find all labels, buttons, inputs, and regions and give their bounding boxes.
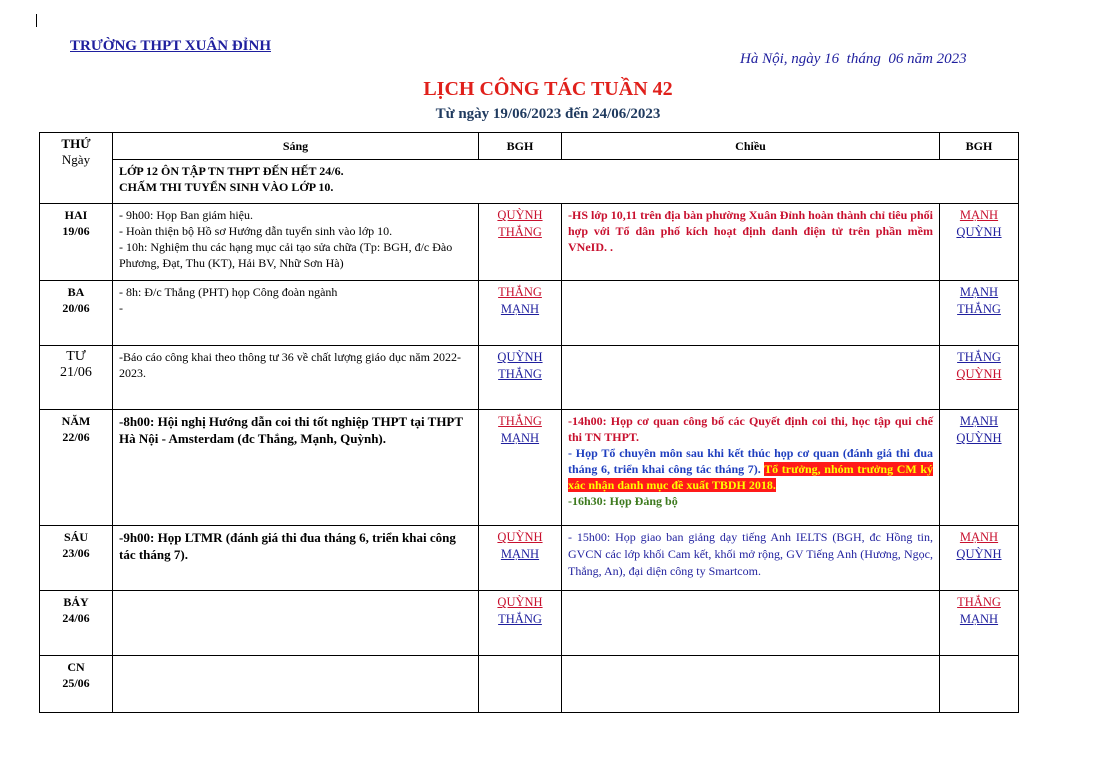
bgh-name-link[interactable]: THẮNG [498, 367, 542, 381]
header-thu: THỨ [61, 136, 91, 151]
notice-line-2: CHẤM THI TUYỂN SINH VÀO LỚP 10. [119, 180, 334, 194]
bgh-morning-cell [479, 204, 562, 281]
table-row [40, 656, 1019, 713]
bgh-name-link[interactable]: QUỲNH [497, 208, 543, 222]
day-date: 24/06 [62, 611, 90, 625]
bgh-name-link[interactable]: THẮNG [498, 225, 542, 239]
bgh-afternoon-cell [940, 656, 1019, 713]
morning-cell [113, 204, 479, 281]
afternoon-item [568, 445, 933, 493]
day-cell [40, 591, 113, 656]
day-date: 22/06 [62, 430, 90, 444]
highlighted-item: Tổ trưởng, nhóm trưởng CM ký xác nhận danh mục đề xuất TBDH 2018. [568, 462, 934, 492]
bgh-afternoon-cell [940, 346, 1019, 410]
table-row [40, 346, 1019, 410]
afternoon-cell [562, 656, 940, 713]
bgh-name-link[interactable]: QUỲNH [497, 595, 543, 609]
afternoon-cell [562, 204, 940, 281]
text-cursor [36, 14, 37, 27]
header-sang: Sáng [113, 133, 479, 160]
table-row [40, 526, 1019, 591]
morning-cell [113, 526, 479, 591]
day-cell [40, 656, 113, 713]
bgh-name-link[interactable]: MẠNH [959, 414, 999, 428]
bgh-morning-cell [479, 346, 562, 410]
bgh-morning-cell [479, 410, 562, 526]
day-date: 21/06 [60, 365, 92, 380]
bgh-afternoon-cell [940, 204, 1019, 281]
morning-cell [113, 281, 479, 346]
header-ngay: Ngày [61, 152, 91, 167]
day-date: 20/06 [62, 301, 90, 315]
bgh-morning-cell [479, 656, 562, 713]
table-header-row [40, 133, 1019, 160]
afternoon-item: -16h30: Họp Đảng bộ [568, 494, 678, 508]
day-cell [40, 410, 113, 526]
day-name: SÁU [63, 530, 88, 544]
bgh-name-link[interactable]: MẠNH [959, 285, 999, 299]
day-name: NĂM [61, 414, 91, 428]
notice-row [40, 160, 1019, 204]
afternoon-cell [562, 281, 940, 346]
morning-item: -8h00: Hội nghị Hướng dẫn coi thi tốt nghiệp THPT tại THPT Hà Nội - Amsterdam (đc Thắng, Mạnh, Quỳnh). [119, 414, 463, 446]
header-bgh-afternoon: BGH [940, 133, 1019, 160]
day-name: TƯ [66, 349, 86, 364]
bgh-morning-cell [479, 281, 562, 346]
notice-line-1: LỚP 12 ÔN TẬP TN THPT ĐẾN HẾT 24/6. [119, 164, 344, 178]
bgh-name-link[interactable]: QUỲNH [956, 547, 1002, 561]
morning-item: - Hoàn thiện bộ Hồ sơ Hướng dẫn tuyển sinh vào lớp 10. [119, 224, 393, 238]
bgh-name-link[interactable]: QUỲNH [956, 225, 1002, 239]
day-name: BẢY [63, 595, 89, 609]
afternoon-item: - 15h00: Họp giao ban giảng dạy tiếng Anh IELTS (BGH, đc Hồng tin, GVCN các lớp khối Cam kết, khối mở rộng, GV Tiếng Anh (Hương, Ngọc, Thắng, An), đại diện công ty Smartcom. [568, 530, 933, 578]
bgh-name-link[interactable]: THẮNG [957, 350, 1001, 364]
day-cell [40, 281, 113, 346]
day-name: BA [67, 285, 85, 299]
afternoon-item: -HS lớp 10,11 trên địa bàn phường Xuân Đỉnh hoàn thành chỉ tiêu phối hợp với Tổ dân phố kích hoạt định danh điện tử trên phần mềm VNeID. . [568, 208, 933, 254]
morning-item: - 10h: Nghiệm thu các hạng mục cải tạo sửa chữa (Tp: BGH, đ/c Đào Phương, Đạt, Thu (KT), Hải BV, Nhữ Sơn Hà) [119, 240, 453, 270]
day-name: CN [67, 660, 85, 674]
bgh-morning-cell [479, 591, 562, 656]
bgh-name-link[interactable]: MẠNH [959, 530, 999, 544]
bgh-name-link[interactable]: THẮNG [957, 595, 1001, 609]
bgh-name-link[interactable]: QUỲNH [497, 530, 543, 544]
bgh-name-link[interactable]: THẮNG [498, 414, 542, 428]
morning-item: - [119, 301, 123, 315]
bgh-name-link[interactable]: MẠNH [500, 302, 540, 316]
bgh-name-link[interactable]: MẠNH [959, 612, 999, 626]
table-row [40, 591, 1019, 656]
morning-item: -9h00: Họp LTMR (đánh giá thi đua tháng 6, triển khai công tác tháng 7). [119, 530, 456, 562]
afternoon-item: -14h00: Họp cơ quan công bố các Quyết định coi thi, học tập qui chế thi TN THPT. [568, 414, 933, 444]
day-date: 23/06 [62, 546, 90, 560]
bgh-afternoon-cell [940, 410, 1019, 526]
day-cell [40, 204, 113, 281]
page-title: LỊCH CÔNG TÁC TUẦN 42 [423, 78, 673, 100]
bgh-morning-cell [479, 526, 562, 591]
bgh-name-link[interactable]: THẮNG [498, 285, 542, 299]
day-date: 19/06 [62, 224, 90, 238]
bgh-name-link[interactable]: THẮNG [957, 302, 1001, 316]
afternoon-item-text: - Họp Tổ chuyên môn sau khi kết thúc họp cơ quan (đánh giá thi đua tháng 6, triển khai công tác tháng 7). [568, 446, 933, 476]
morning-cell [113, 591, 479, 656]
day-name: HAI [64, 208, 88, 222]
bgh-name-link[interactable]: QUỲNH [956, 431, 1002, 445]
bgh-name-link[interactable]: MẠNH [500, 547, 540, 561]
day-cell [40, 346, 113, 410]
notice-cell [113, 160, 1019, 204]
day-cell [40, 526, 113, 591]
morning-item: - 9h00: Họp Ban giám hiệu. [119, 208, 253, 222]
table-row [40, 204, 1019, 281]
afternoon-cell [562, 591, 940, 656]
morning-cell [113, 410, 479, 526]
day-date: 25/06 [62, 676, 90, 690]
school-name: TRƯỜNG THPT XUÂN ĐỈNH [70, 38, 271, 54]
header-chieu: Chiều [562, 133, 940, 160]
bgh-name-link[interactable]: QUỲNH [956, 367, 1002, 381]
schedule-table [39, 132, 1019, 713]
bgh-name-link[interactable]: MẠNH [959, 208, 999, 222]
page-subtitle: Từ ngày 19/06/2023 đến 24/06/2023 [435, 106, 661, 122]
morning-cell [113, 656, 479, 713]
afternoon-cell [562, 410, 940, 526]
header-bgh-morning: BGH [479, 133, 562, 160]
header-thu-ngay [40, 133, 113, 204]
bgh-afternoon-cell [940, 591, 1019, 656]
bgh-afternoon-cell [940, 281, 1019, 346]
afternoon-cell [562, 526, 940, 591]
table-row [40, 410, 1019, 526]
bgh-afternoon-cell [940, 526, 1019, 591]
afternoon-cell [562, 346, 940, 410]
bgh-name-link[interactable]: QUỲNH [497, 350, 543, 364]
bgh-name-link[interactable]: THẮNG [498, 612, 542, 626]
morning-item: - 8h: Đ/c Thắng (PHT) họp Công đoàn ngành [119, 285, 338, 299]
date-line: Hà Nội, ngày 16 tháng 06 năm 2023 [740, 51, 967, 67]
table-row [40, 281, 1019, 346]
bgh-name-link[interactable]: MẠNH [500, 431, 540, 445]
morning-cell [113, 346, 479, 410]
morning-item: -Báo cáo công khai theo thông tư 36 về chất lượng giáo dục năm 2022-2023. [119, 350, 461, 380]
